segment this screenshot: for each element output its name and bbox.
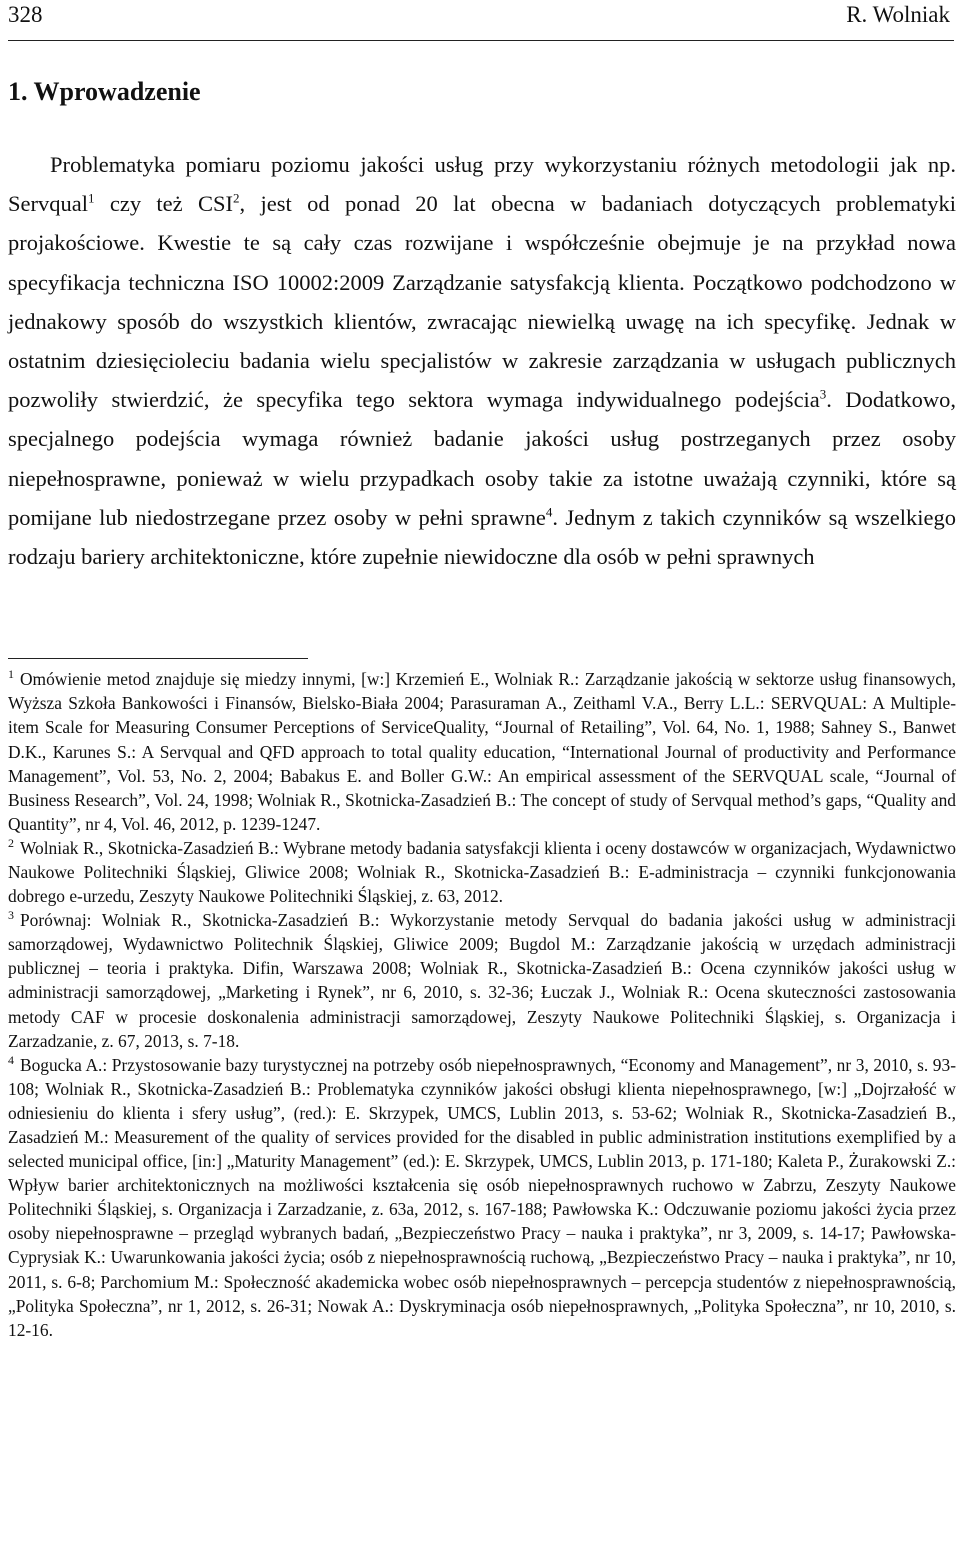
footnote — [8, 836, 956, 908]
body-text-part: . Jednym z takich czynników są wszelkiego rodzaju bariery architektoniczne, które zupełnie niewidoczne dla osób w pełni sprawnych — [8, 504, 956, 570]
footnote-mark: 4 — [8, 1052, 14, 1067]
body-text-part: . Dodatkowo, specjalnego podejścia wymaga również badanie jakości usług postrzeganych przez osoby niepełnosprawne, ponieważ w wielu przypadkach osoby takie za istotne uważają czynniki, które są pomijane lub niedostrzegane przez osoby w pełni sprawne — [8, 387, 956, 530]
footnote-separator — [8, 658, 308, 659]
footnote-text: Wolniak R., Skotnicka-Zasadzień B.: Wybrane metody badania satysfakcji klienta i oceny dostawców w organizacjach, Wydawnictwo Naukowe Politechniki Śląskiej, Gliwice 2008; Wolniak R., Skotnicka-Zasadzień B.: E-administracja – czynniki funkcjonowania dobrego e-urzedu, Zeszyty Naukowe Politechniki Śląskiej, z. 63, 2012. — [8, 837, 956, 907]
section-title: 1. Wprowadzenie — [8, 77, 201, 106]
body-paragraph — [8, 145, 956, 576]
running-head-author: R. Wolniak — [846, 2, 950, 27]
footnote — [8, 1053, 956, 1342]
body-text-part: , jest od ponad 20 lat obecna w badaniach dotyczących problematyki projakościowe. Kwestie te są cały czas rozwijane i współcześnie obejmuje je na przykład nowa specyfikacja techniczna ISO 10002:2009 Zarządzanie satysfakcją klienta. Początkowo podchodzono w jednakowy sposób do wszystkich klientów, zwracając niewielką uwagę na ich specyfikę. Jednak w ostatnim dziesięcioleciu badania wielu specjalistów w zakresie zarządzania w usługach publicznych pozwoliły stwierdzić, że specyfika tego sektora wymaga indywidualnego podejścia — [8, 191, 956, 413]
footnote-text: Porównaj: Wolniak R., Skotnicka-Zasadzień B.: Wykorzystanie metody Servqual do badania jakości usług w administracji samorządowej, Wydawnictwo Politechnik Śląskiej, Gliwice 2009; Bugdol M.: Zarządzanie jakością w urzędach administracji publicznej – teoria i praktyka. Difin, Warszawa 2008; Wolniak R., Skotnicka-Zasadzień B.: Ocena czynników jakości usług w administracji samorządowej, „Marketing i Rynek”, nr 6, 2010, s. 32-36; Łuczak J., Wolniak R.: Ocena skuteczności zastosowania metody CAF w procesie doskonalenia administracji samorządowej, Zeszyty Naukowe Politechniki Śląskiej, s. Organizacja i Zarzadzanie, z. 67, 2013, s. 7-18. — [8, 910, 956, 1051]
footnote-ref: 1 — [87, 190, 95, 206]
footnote-ref: 2 — [233, 190, 240, 206]
footnote-mark: 1 — [8, 667, 14, 682]
running-head — [8, 0, 954, 41]
footnote-mark: 2 — [8, 836, 14, 851]
body-text-part: czy też CSI — [94, 191, 234, 217]
footnote-ref: 4 — [545, 504, 553, 520]
footnote — [8, 908, 956, 1053]
footnote — [8, 667, 956, 836]
body-text-part: Problematyka pomiaru poziomu jakości usług przy wykorzystaniu różnych metodologii jak np. Servqual — [8, 152, 956, 217]
footnote-text: Omówienie metod znajduje się miedzy innymi, [w:] Krzemień E., Wolniak R.: Zarządzanie jakością w sektorze usług finansowych, Wyższa Szkoła Bankowości i Finansów, Bielsko-Biała 2004; Parasuraman A., Zeithaml V.A., Berry L.L.: SERVQUAL: A Multiple-item Scale for Measuring Consumer Perceptions of ServiceQuality, “Journal of Retailing”, Vol. 64, No. 1, 1988; Sahney S., Banwet D.K., Karunes S.: A Servqual and QFD approach to total quality education, “International Journal of productivity and Performance Management”, Vol. 53, No. 2, 2004; Babakus E. and Boller G.W.: An empirical assessment of the SERVQUAL scale, “Journal of Business Research”, Vol. 24, 1998; Wolniak R., Skotnicka-Zasadzień B.: The concept of study of Servqual method’s gaps, “Quality and Quantity”, nr 4, Vol. 46, 2012, p. 1239-1247. — [8, 669, 956, 834]
footnotes — [8, 667, 956, 1342]
footnote-mark: 3 — [8, 908, 14, 923]
footnote-text: Bogucka A.: Przystosowanie bazy turystycznej na potrzeby osób niepełnosprawnych, “Economy and Management”, nr 3, 2010, s. 93-108; Wolniak R., Skotnicka-Zasadzień B.: Problematyka czynników jakości obsługi klienta niepełnosprawnego, [w:] „Dojrzałość w odniesieniu do klienta i sfery usług”, (red.): E. Skrzypek, UMCS, Lublin 2013, s. 53-62; Wolniak R., Skotnicka-Zasadzień B., Zasadzień M.: Measurement of the quality of services provided for the disabled in public administration institutions exemplified by a selected municipal office, [in:] „Maturity Management” (ed.): E. Skrzypek, UMCS, Lublin 2013, p. 171-180; Kaleta P., Żurakowski Z.: Wpływ barier architektonicznych na możliwości kształcenia się osób niepełnosprawnych ruchowo w Zabrzu, Zeszyty Naukowe Politechniki Śląskiej, s. Organizacja i Zarzadzanie, z. 63a, 2012, s. 167-188; Pawłowska K.: Odczuwanie poziomu jakości życia przez osoby niepełnosprawne – przegląd wybranych badań, „Bezpieczeństwo Pracy – nauka i praktyka”, nr 3, 2009, s. 14-17; Pawłowska-Cyprysiak K.: Uwarunkowania jakości życia; osób z niepełnosprawnością ruchową, „Bezpieczeństwo Pracy – nauka i praktyka”, nr 10, 2011, s. 6-8; Parchomium M.: Społeczność akademicka wobec osób niepełnosprawnych – percepcja studentów z niepełnosprawnością, „Polityka Społeczna”, nr 1, 2012, s. 26-31; Nowak A.: Dyskryminacja osób niepełnosprawnych, „Polityka Społeczna”, nr 10, 2010, s. 12-16. — [8, 1054, 956, 1340]
footnote-ref: 3 — [819, 386, 827, 402]
body-text — [8, 145, 956, 576]
page-number: 328 — [8, 2, 43, 27]
